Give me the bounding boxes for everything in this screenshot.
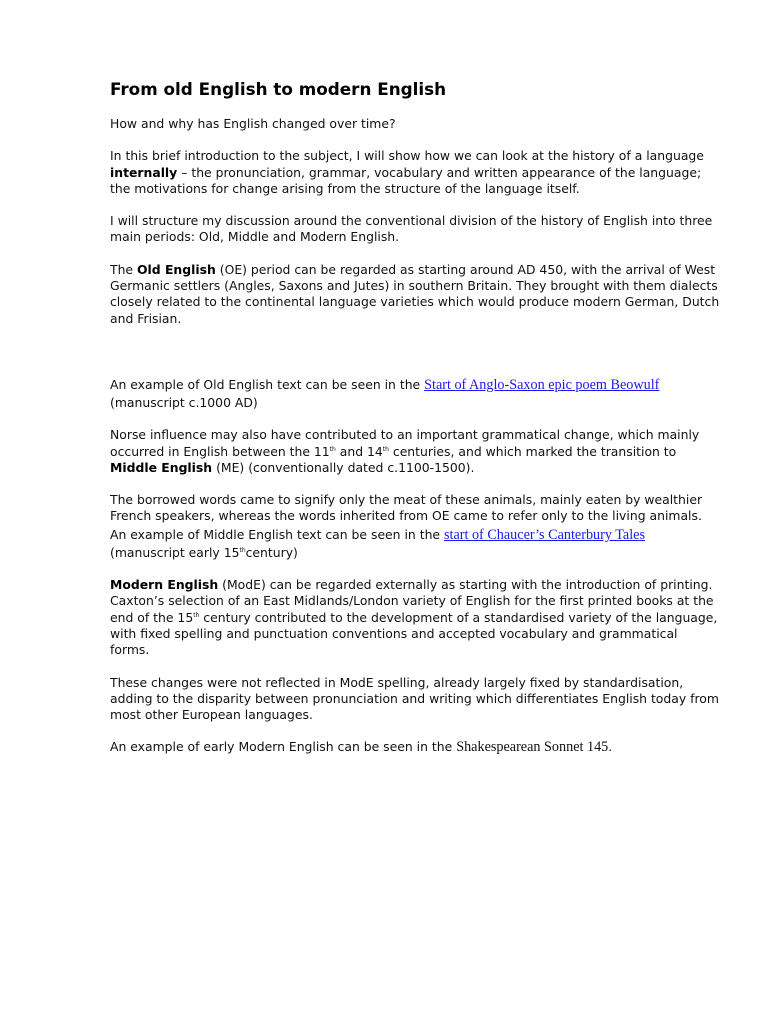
- text-span: An example of early Modern English can be seen in the: [110, 739, 457, 755]
- paragraph-shakespeare-example: [110, 739, 720, 755]
- paragraph-modern-english: [110, 577, 720, 658]
- spacer: [110, 343, 720, 375]
- superscript: th: [193, 611, 200, 619]
- bold-term-middle-english: Middle English: [110, 459, 213, 475]
- beowulf-link[interactable]: Start of Anglo-Saxon epic poem Beowulf: [424, 376, 660, 393]
- bold-term-internally: internally: [110, 164, 178, 180]
- bold-term-old-english: Old English: [136, 261, 216, 277]
- text-span: .: [608, 739, 613, 755]
- document-page: [110, 78, 720, 772]
- text-span: and 14: [335, 443, 383, 459]
- text-span: century contributed to the development of a standardised variety of the language, with fixed spelling and punctuation conventions and accepted vocabulary and grammatical forms.: [110, 609, 718, 658]
- superscript: th: [382, 445, 389, 453]
- document-title: From old English to modern English: [110, 79, 447, 99]
- text-span: An example of Old English text can be seen in the: [110, 376, 425, 392]
- text-span: Norse influence may also have contributed to an important grammatical change, which mainly occurred in English between the 11: [110, 427, 700, 459]
- text-span: The borrowed words came to signify only the meat of these animals, mainly eaten by wealthier French speakers, whereas the words inherited from OE came to refer only to the living animals. An example of Middle English text can be seen in the: [110, 492, 703, 542]
- paragraph-intro-question: How and why has English changed over time?: [110, 116, 396, 131]
- chaucer-link[interactable]: start of Chaucer’s Canterbury Tales: [443, 526, 645, 543]
- text-span: centuries, and which marked the transition to: [388, 443, 677, 459]
- text-span: (manuscript early 15: [110, 544, 240, 560]
- paragraph-spelling: These changes were not reflected in ModE spelling, already largely fixed by standardisation, adding to the disparity between pronunciation and writing which differentiates English today from most other European languages.: [110, 674, 719, 723]
- text-span: In this brief introduction to the subject, I will show how we can look at the history of a language: [110, 148, 704, 164]
- text-span: (ModE) can be regarded externally as starting with the introduction of printing. Caxton’s selection of an East Midlands/London variety of English for the first printed books at the end of the 15: [110, 577, 714, 625]
- paragraph-borrowed-words: [110, 492, 720, 561]
- sonnet-reference: Shakespearean Sonnet 145: [456, 739, 609, 756]
- superscript: th: [329, 445, 336, 453]
- text-span: (manuscript c.1000 AD): [110, 394, 258, 410]
- paragraph-beowulf-example: [110, 375, 720, 411]
- text-span: (OE) period can be regarded as starting around AD 450, with the arrival of West Germanic settlers (Angles, Saxons and Jutes) in southern Britain. They brought with them dialects closely related to the continental language varieties which would produce modern German, Dutch and Frisian.: [110, 261, 720, 326]
- text-span: The: [110, 261, 137, 277]
- paragraph-norse-influence: [110, 427, 720, 476]
- paragraph-introduction: [110, 148, 720, 197]
- text-span: (ME) (conventionally dated c.1100-1500).: [212, 459, 475, 475]
- paragraph-old-english: [110, 262, 720, 327]
- text-span: – the pronunciation, grammar, vocabulary and written appearance of the language; the motivations for change arising from the structure of the language itself.: [110, 164, 702, 196]
- bold-term-modern-english: Modern English: [110, 577, 219, 593]
- paragraph-structure: I will structure my discussion around the conventional division of the history of English into three main periods: Old, Middle and Modern English.: [110, 213, 713, 245]
- superscript: th: [239, 546, 246, 554]
- text-span: century): [245, 544, 298, 560]
